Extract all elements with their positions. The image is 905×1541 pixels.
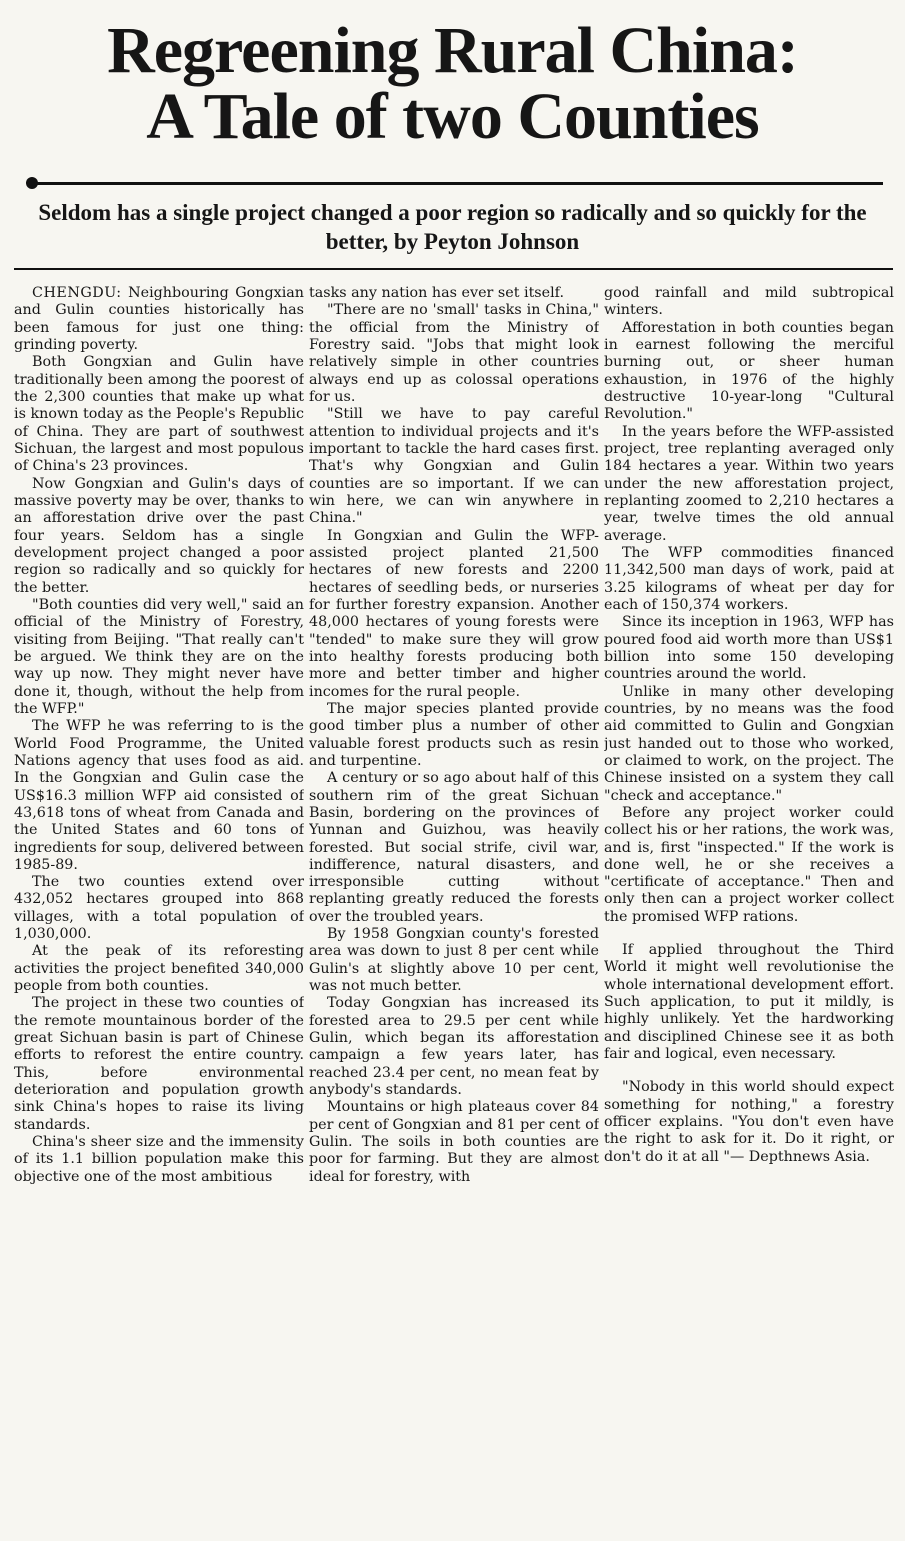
paragraph: The WFP commodities financed 11,342,500 man days of work, paid at 3.25 kilograms of wheat per day for each of 150,374 workers. [604,544,894,613]
paragraph: At the peak of its reforesting activities the project benefited 340,000 people from both counties. [14,943,304,995]
headline-line-1: Regreening Rural China: [107,14,798,87]
paragraph: "Still we have to pay careful attention to individual projects and it's important to tackle the hard cases first. That's why Gongxian and Gulin counties are so important. If we can win here, we can win anywhere in China." [309,406,599,527]
paragraph: China's sheer size and the immensity of its 1.1 billion population make this objective one of the most ambitious [14,1134,304,1185]
deck-text: Seldom has a single project changed a poor region so radically and so quickly for the better, [38,200,867,254]
column-2 [309,285,599,1531]
paragraph: The project in these two counties of the remote mountainous border of the great Sichuan basin is part of Chinese efforts to reforest the entire country. This, before environmental deterioration and population growth sink China's hopes to raise its living standards. [14,995,304,1133]
paragraph: "Nobody in this world should expect something for nothing," a forestry officer explains. "You don't even have the right to ask for it. Do it right, or don't do it at all "— Depthnews Asia. [604,1079,894,1165]
paragraph: In Gongxian and Gulin the WFP-assisted project planted 21,500 hectares of new forests and 2200 hectares of seedling beds, or nurseries for further forestry expansion. Another 48,000 hectares of young forests were "tended" to make sure they will grow into healthy forests producing both more and better timber and higher incomes for the rural people. [309,527,599,700]
column-1 [14,285,304,1531]
paragraph: Afforestation in both counties began in earnest following the merciful burning out, or sheer human exhaustion, in 1976 of the highly destructive 10-year-long "Cultural Revolution." [604,319,894,423]
headline-line-2: A Tale of two Counties [146,80,759,153]
paragraph: Before any project worker could collect his or her rations, the work was, and is, first "inspected." If the work is done well, he or she receives a "certificate of acceptance." Then and only then can a project worker collect the promised WFP rations. [604,804,894,925]
paragraph: Unlike in many other developing countries, by no means was the food aid committed to Gulin and Gongxian just handed out to those who worked, or claimed to work, on the project. The Chinese insisted on a system they call "check and acceptance." [604,683,894,804]
paragraph: The major species planted provide good timber plus a number of other valuable forest products such as resin and turpentine. [309,700,599,769]
top-rule [32,182,883,185]
column-3 [604,285,894,1531]
deck [20,198,885,256]
paragraph: The two counties extend over 432,052 hectares grouped into 868 villages, with a total population of 1,030,000. [14,874,304,943]
paragraph: Since its inception in 1963, WFP has poured food aid worth more than US$1 billion into some 150 developing countries around the world. [604,614,894,683]
paragraph: The WFP he was referring to is the World Food Programme, the United Nations agency that uses food as aid. In the Gongxian and Gulin case the US$16.3 million WFP aid consisted of 43,618 tons of wheat from Canada and the United States and 60 tons of ingredients for soup, delivered between 1985-89. [14,718,304,873]
paragraph: Today Gongxian has increased its forested area to 29.5 per cent while Gulin, which began its afforestation campaign a few years later, has reached 23.4 per cent, no mean feat by anybody's standards. [309,995,599,1099]
byline: by Peyton Johnson [393,229,580,254]
paragraph-text: Neighbouring Gongxian and Gulin counties historically has been famous for just one thing: grinding poverty. [14,285,304,353]
headline [0,14,905,153]
paragraph: "Both counties did very well," said an official of the Ministry of Forestry, visiting from Beijing. "That really can't be argued. We think they are on the way up now. They might never have done it, though, without the help from the WFP." [14,596,304,717]
paragraph: In the years before the WFP-assisted project, tree replanting averaged only 184 hectares a year. Within two years under the new afforestation project, replanting zoomed to 2,210 hectares a year, twelve times the old annual average. [604,423,894,544]
paragraph: Both Gongxian and Gulin have traditionally been among the poorest of the 2,300 counties that make up what is known today as the People's Republic of China. They are part of southwest Sichuan, the largest and most populous of China's 23 provinces. [14,354,304,475]
deck-rule [14,268,893,270]
paragraph [14,285,304,354]
paragraph: If applied throughout the Third World it might well revolutionise the whole international development effort. Such application, to put it mildly, is highly unlikely. Yet the hardworking and disciplined Chinese see it as both fair and logical, even necessary. [604,942,894,1063]
paragraph: Mountains or high plateaus cover 84 per cent of Gongxian and 81 per cent of Gulin. The soils in both counties are poor for farming. But they are almost ideal for forestry, with [309,1099,599,1185]
dateline: CHENGDU: [32,285,122,301]
paragraph: tasks any nation has ever set itself. [309,285,565,301]
article-body [14,285,894,1531]
paragraph: good rainfall and mild subtropical winters. [604,285,894,319]
paragraph: "There are no 'small' tasks in China," the official from the Ministry of Forestry said. "Jobs that might look relatively simple in other countries always end up as colossal operations for us. [309,302,599,405]
paragraph: Now Gongxian and Gulin's days of massive poverty may be over, thanks to an afforestation drive over the past four years. Seldom has a single development project changed a poor region so radically and so quickly for the better. [14,475,304,596]
paragraph: By 1958 Gongxian county's forested area was down to just 8 per cent while Gulin's at slightly above 10 per cent, was not much better. [309,926,599,995]
paragraph: A century or so ago about half of this southern rim of the great Sichuan Basin, bordering on the provinces of Yunnan and Guizhou, was heavily forested. But social strife, civil war, indifference, natural disasters, and irresponsible cutting without replanting greatly reduced the forests over the troubled years. [309,770,599,925]
